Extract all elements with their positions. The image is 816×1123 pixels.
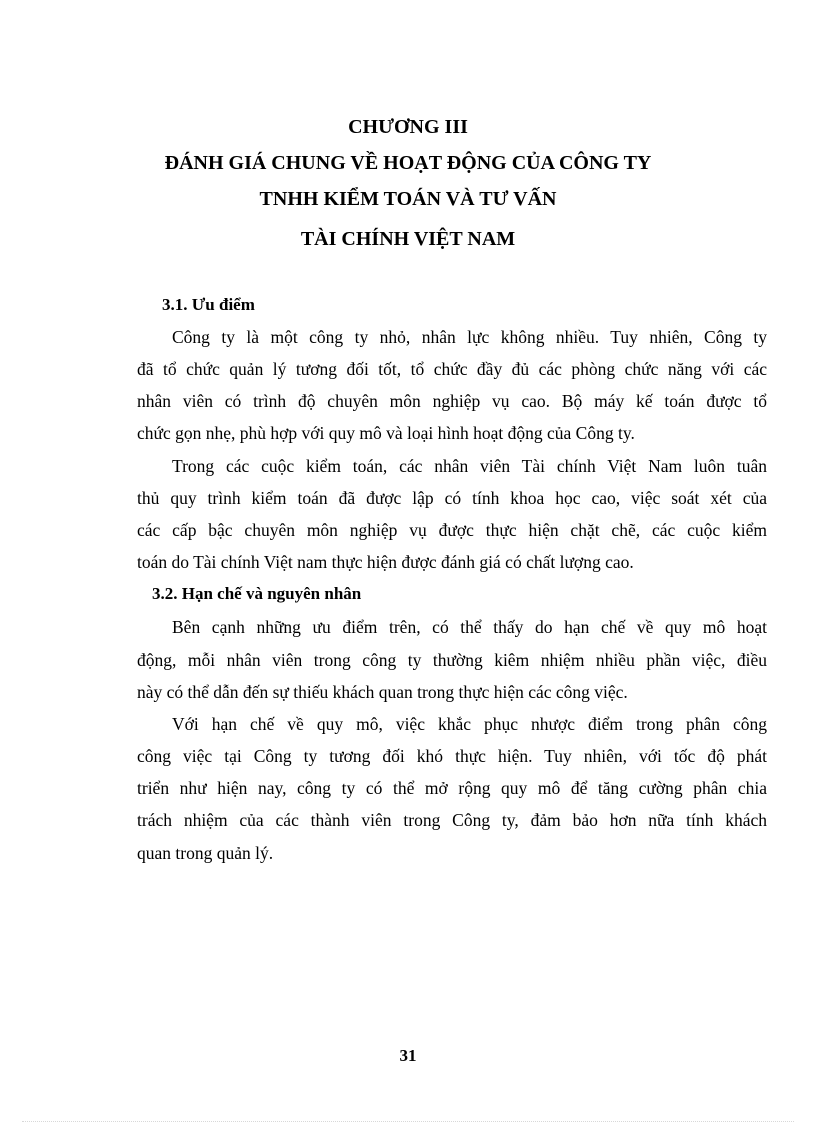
paragraph-line: trách nhiệm của các thành viên trong Công ty, đảm bảo hơn nữa tính khách	[137, 810, 767, 830]
chapter-title-line-1: ĐÁNH GIÁ CHUNG VỀ HOẠT ĐỘNG CỦA CÔNG TY	[164, 152, 652, 174]
paragraph-line: chức gọn nhẹ, phù hợp với quy mô và loại hình hoạt động của Công ty.	[137, 423, 635, 443]
section-title-3-1: 3.1. Ưu điểm	[162, 295, 255, 314]
paragraph-line: đã tổ chức quản lý tương đối tốt, tổ chức đầy đủ các phòng chức năng với các	[137, 359, 767, 379]
paragraph-line: toán do Tài chính Việt nam thực hiện được đánh giá có chất lượng cao.	[137, 552, 634, 572]
paragraph-line: Bên cạnh những ưu điểm trên, có thể thấy do hạn chế về quy mô hoạt	[172, 617, 767, 637]
paragraph-line: Công ty là một công ty nhỏ, nhân lực không nhiều. Tuy nhiên, Công ty	[172, 327, 767, 347]
paragraph-line: triển như hiện nay, công ty có thể mở rộng quy mô để tăng cường phân chia	[137, 778, 767, 798]
footer-divider	[22, 1121, 794, 1122]
chapter-label: CHƯƠNG III	[348, 116, 468, 138]
chapter-title-line-2: TNHH KIỂM TOÁN VÀ TƯ VẤN	[259, 188, 557, 210]
paragraph-line: thủ quy trình kiểm toán đã được lập có tính khoa học cao, việc soát xét của	[137, 488, 767, 508]
paragraph-line: công việc tại Công ty tương đối khó thực hiện. Tuy nhiên, với tốc độ phát	[137, 746, 767, 766]
section-title-3-2: 3.2. Hạn chế và nguyên nhân	[152, 584, 362, 603]
page-number: 31	[399, 1046, 417, 1065]
paragraph-line: Trong các cuộc kiểm toán, các nhân viên Tài chính Việt Nam luôn tuân	[172, 456, 767, 476]
paragraph-line: động, mỗi nhân viên trong công ty thường kiêm nhiệm nhiều phần việc, điều	[137, 650, 767, 670]
paragraph-line: các cấp bậc chuyên môn nghiệp vụ được thực hiện chặt chẽ, các cuộc kiểm	[137, 520, 767, 540]
paragraph-line: này có thể dẫn đến sự thiếu khách quan trong thực hiện các công việc.	[137, 682, 628, 702]
paragraph-line: nhân viên có trình độ chuyên môn nghiệp vụ cao. Bộ máy kế toán được tổ	[137, 391, 767, 411]
paragraph-line: quan trong quản lý.	[137, 843, 274, 863]
paragraph-line: Với hạn chế về quy mô, việc khắc phục nhược điểm trong phân công	[172, 714, 767, 734]
chapter-title-line-3: TÀI CHÍNH VIỆT NAM	[300, 228, 516, 250]
